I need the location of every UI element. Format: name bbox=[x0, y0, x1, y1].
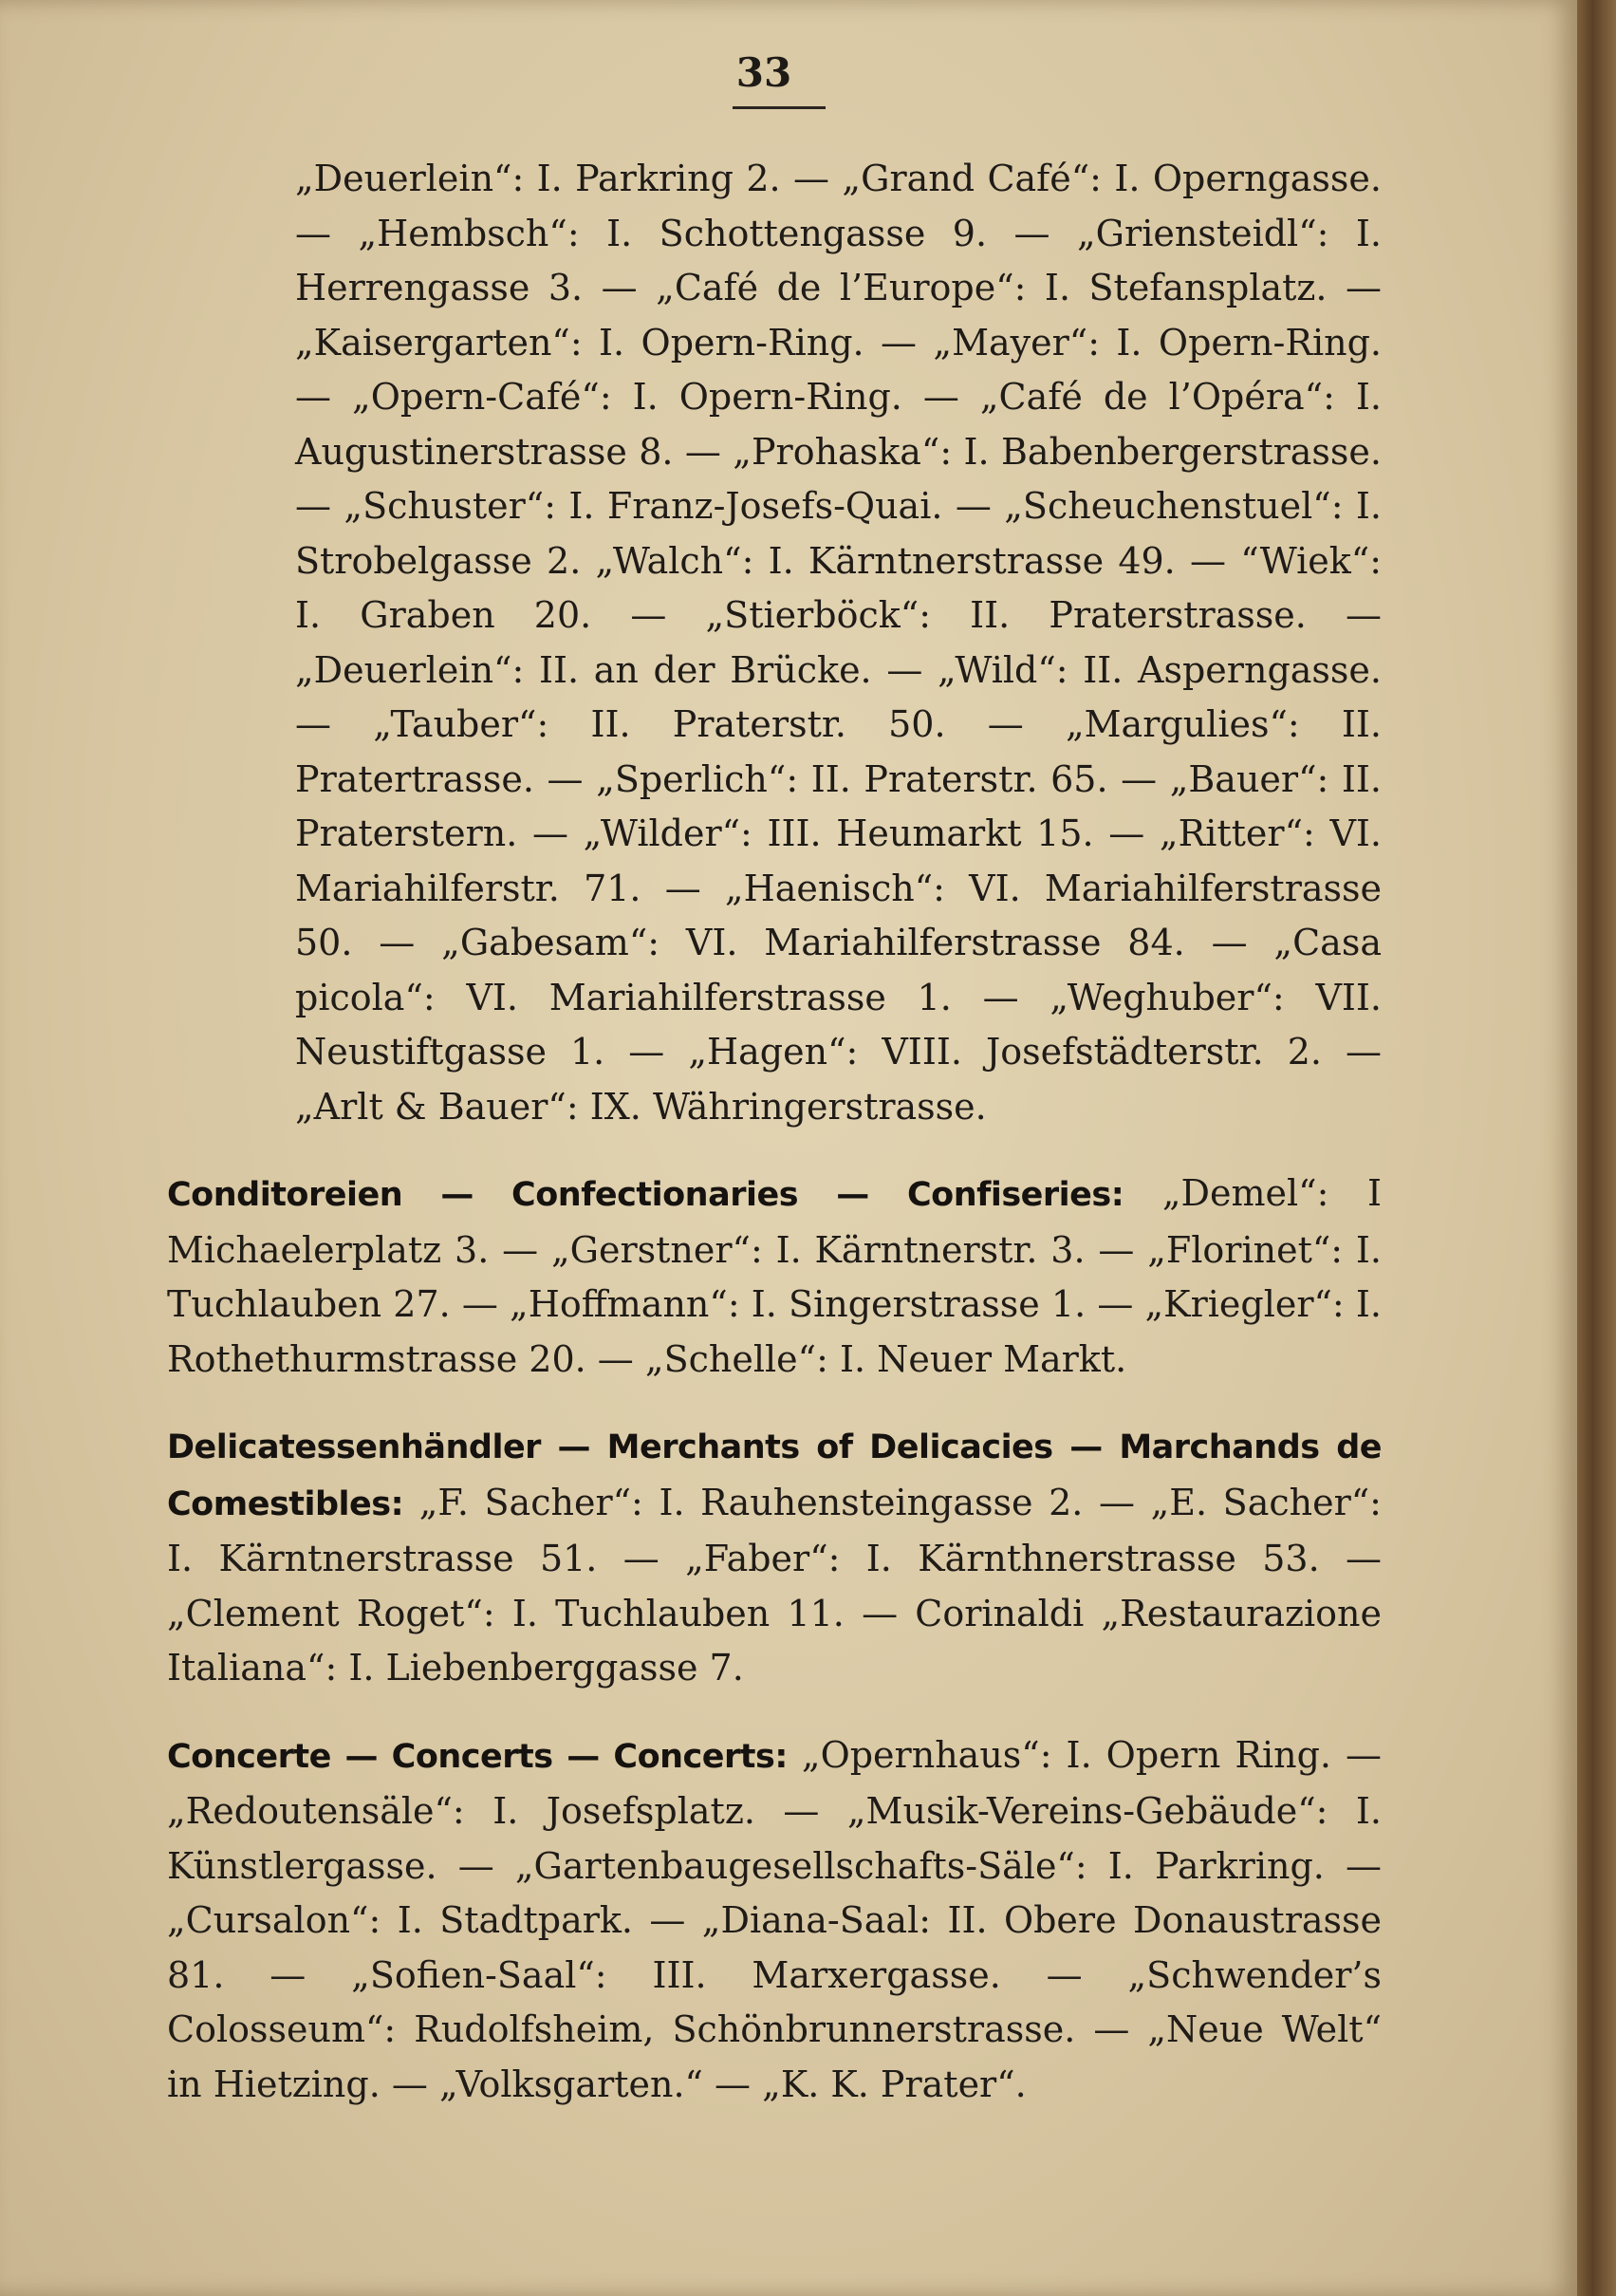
section-body: „Demel“: I Michaelerplatz 3. — „Gerstner“: I. Kärntnerstr. 3. — „Florinet“: I. Tuchlauben 27. — „Hoffmann“: I. Singerstrasse 1. — „Kriegler“: I. Rothethurmstrasse 20. — „Schelle“: I. Neuer Markt. bbox=[167, 1172, 1382, 1380]
section-confectionaries bbox=[167, 1167, 1382, 1387]
book-spine-edge bbox=[1577, 0, 1616, 2296]
cafe-listing-paragraph: „Deuerlein“: I. Parkring 2. — „Grand Café“: I. Operngasse. — „Hembsch“: I. Schottengasse 9. — „Griensteidl“: I. Herrengasse 3. — „Café de l’Europe“: I. Stefansplatz. — „Kaisergarten“: I. Opern-Ring. — „Mayer“: I. Opern-Ring. — „Opern-Café“: I. Opern-Ring. — „Café de l’Opéra“: I. Augustinerstrasse 8. — „Prohaska“: I. Babenbergerstrasse. — „Schuster“: I. Franz-Josefs-Quai. — „Scheuchenstuel“: I. Strobelgasse 2. „Walch“: I. Kärntnerstrasse 49. — “Wiek“: I. Graben 20. — „Stierböck“: II. Praterstrasse. — „Deuerlein“: II. an der Brücke. — „Wild“: II. Asperngasse. — „Tauber“: II. Praterstr. 50. — „Margulies“: II. Pratertrasse. — „Sperlich“: II. Praterstr. 65. — „Bauer“: II. Praterstern. — „Wilder“: III. Heumarkt 15. — „Ritter“: VI. Mariahilferstr. 71. — „Haenisch“: VI. Mariahilferstrasse 50. — „Gabesam“: VI. Mariahilferstrasse 84. — „Casa picola“: VI. Mariahilferstrasse 1. — „Weghuber“: VII. Neustiftgasse 1. — „Hagen“: VIII. Josefstädterstr. 2. — „Arlt & Bauer“: IX. Währingerstrasse. bbox=[295, 158, 1382, 1128]
section-delicacies bbox=[167, 1419, 1382, 1696]
section-body: „F. Sacher“: I. Rauhensteingasse 2. — „E. Sacher“: I. Kärntnerstrasse 51. — „Faber“: I. Kärnthnerstrasse 53. — „Clement Roget“: I. Tuchlauben 11. — Corinaldi „Restaurazione Italiana“: I. Liebenberggasse 7. bbox=[167, 1481, 1382, 1689]
page-number-rule bbox=[733, 106, 826, 109]
page-text bbox=[167, 152, 1382, 2112]
page-number: 33 bbox=[735, 49, 792, 96]
section-title: Delicatessenhändler — Merchants of Delicacies — Marchands de Comestibles: bbox=[167, 1428, 1382, 1523]
section-concerts bbox=[167, 1728, 1382, 2113]
section-title: Concerte — Concerts — Concerts: bbox=[167, 1737, 788, 1776]
section-title: Conditoreien — Confectionaries — Confiseries: bbox=[167, 1176, 1124, 1214]
section-body: „Opernhaus“: I. Opern Ring. — „Redoutensäle“: I. Josefsplatz. — „Musik-Vereins-Gebäude“: I. Künstlergasse. — „Gartenbaugesellschafts-Säle“: I. Parkring. — „Cursalon“: I. Stadtpark. — „Diana-Saal: II. Obere Donaustrasse 81. — „Sofien-Saal“: III. Marxergasse. — „Schwender’s Colosseum“: Rudolfsheim, Schönbrunnerstrasse. — „Neue Welt“ in Hietzing. — „Volksgarten.“ — „K. K. Prater“. bbox=[167, 1733, 1383, 2105]
